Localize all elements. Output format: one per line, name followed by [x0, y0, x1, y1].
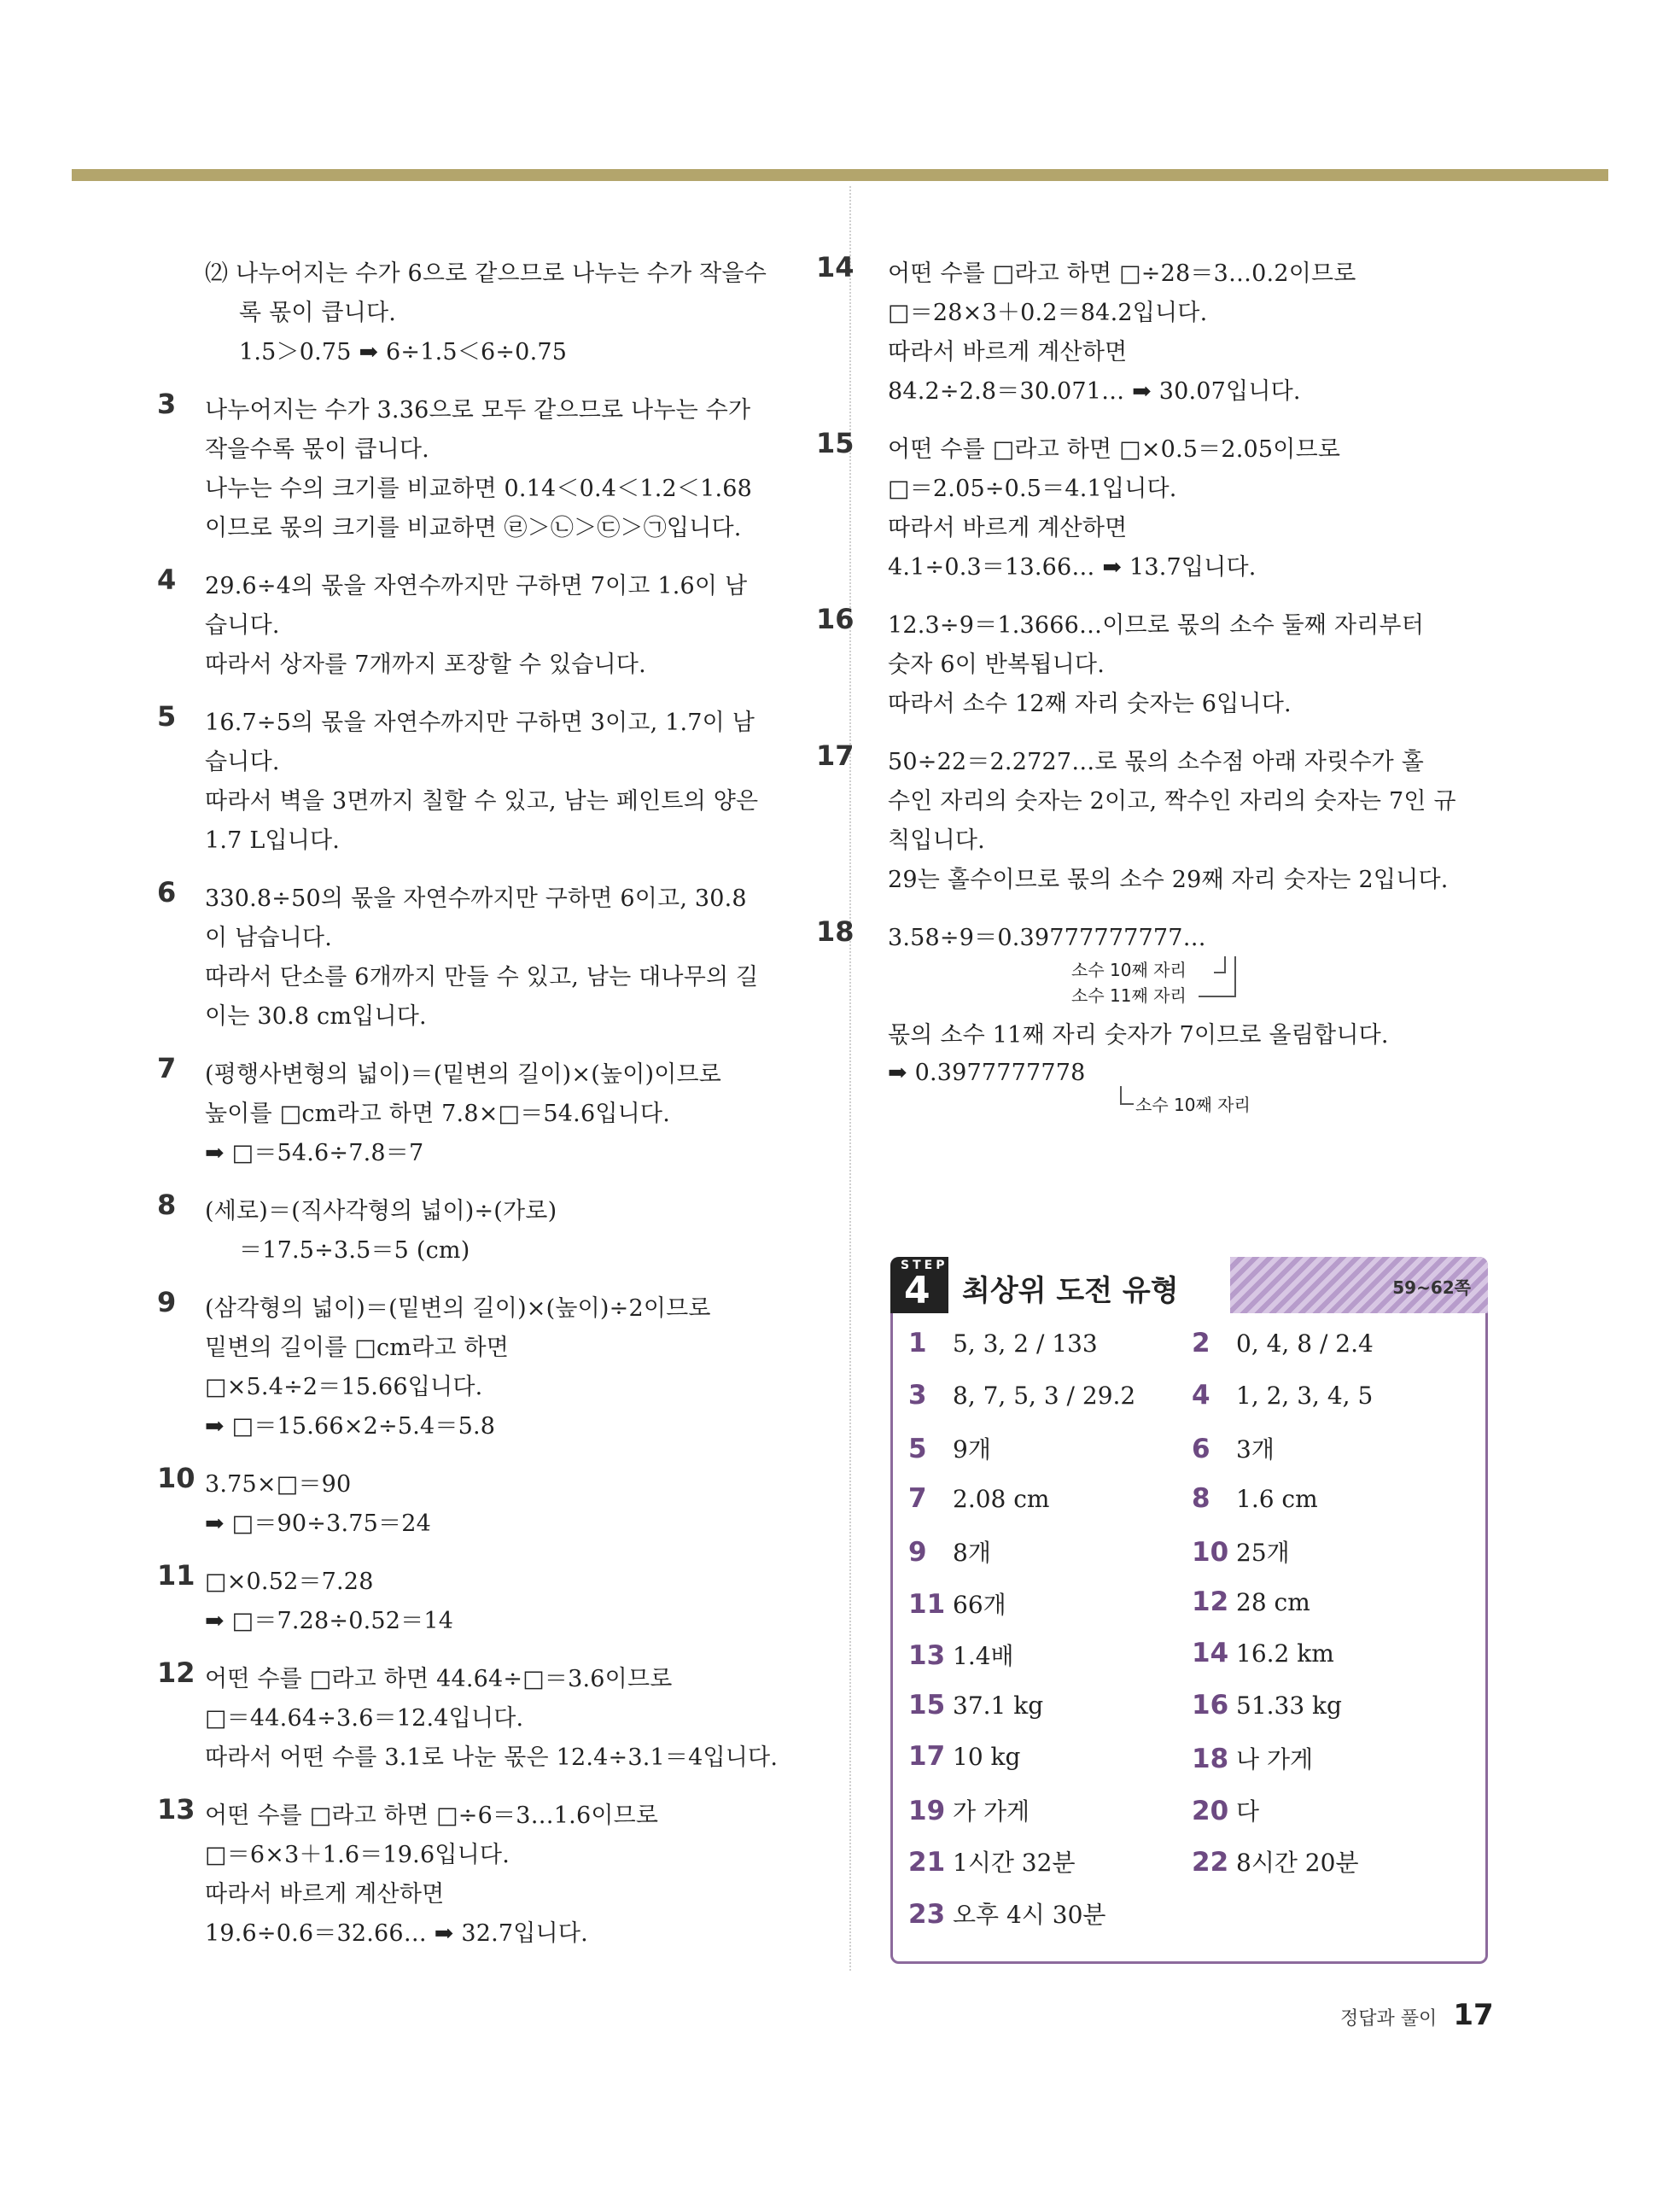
problem-18-line2: 몫의 소수 11째 자리 숫자가 7이므로 올림합니다. [888, 1022, 1389, 1049]
problem-line: 19.6÷0.6＝32.66… ➡ 32.7입니다. [205, 1920, 588, 1947]
answer-text: 2.08 cm [953, 1484, 1050, 1513]
problem-18-line3: ➡ 0.3977777778 [888, 1060, 1086, 1086]
problem-line: □＝6×3＋1.6＝19.6입니다. [205, 1842, 510, 1868]
answer-number: 18 [1192, 1744, 1229, 1774]
problem-number: 11 [157, 1559, 195, 1592]
problem-line: 따라서 바르게 계산하면 [205, 1881, 445, 1908]
problem-line: 84.2÷2.8＝30.071… ➡ 30.07입니다. [888, 378, 1301, 405]
answer-text: 5, 3, 2 / 133 [953, 1329, 1098, 1358]
problem-7 [157, 1052, 820, 1173]
answer-number: 10 [1192, 1537, 1229, 1568]
answer-number: 20 [1192, 1795, 1229, 1826]
right-column [816, 251, 1502, 1134]
answer-number: 21 [908, 1847, 946, 1878]
answer-text: 8, 7, 5, 3 / 29.2 [953, 1381, 1136, 1410]
answer-item [908, 1328, 1098, 1358]
answer-text: 16.2 km [1236, 1639, 1334, 1668]
problem-3 [157, 388, 820, 548]
problem-line: 이는 30.8 cm입니다. [205, 1003, 427, 1030]
problem-15 [816, 427, 1502, 587]
answer-item [1192, 1793, 1259, 1827]
answer-number: 15 [908, 1689, 946, 1721]
answer-number: 14 [1192, 1638, 1229, 1668]
answer-text: 나 가게 [1236, 1745, 1314, 1773]
answer-item [908, 1483, 1049, 1514]
answer-number: 19 [908, 1795, 946, 1826]
problem-number: 15 [816, 427, 855, 459]
answer-text: 9개 [953, 1435, 991, 1464]
problem-4 [157, 564, 820, 685]
answer-item [1192, 1690, 1342, 1721]
answer-number: 11 [908, 1588, 946, 1620]
step-number: 4 [904, 1269, 930, 1312]
problem-number: 16 [816, 603, 855, 635]
problem-number: 12 [157, 1656, 195, 1689]
problem-line: 따라서 바르게 계산하면 [888, 339, 1128, 365]
problem-line: 수인 자리의 숫자는 2이고, 짝수인 자리의 숫자는 7인 규 [888, 788, 1456, 815]
answer-item [908, 1844, 1076, 1878]
problem-5 [157, 700, 820, 861]
problem-line: ➡ □＝90÷3.75＝24 [205, 1510, 431, 1537]
note-final-10th-digit: 소수 10째 자리 [1135, 1095, 1251, 1115]
problem-line: ＝17.5÷3.5＝5 (cm) [239, 1237, 470, 1264]
answer-text: 10 kg [953, 1743, 1021, 1771]
problem-line: ➡ □＝15.66×2÷5.4＝5.8 [205, 1413, 496, 1440]
answer-text: 1시간 32분 [953, 1849, 1076, 1877]
problem-line: 밑변의 길이를 □cm라고 하면 [205, 1335, 510, 1361]
problem-line: 따라서 소수 12째 자리 숫자는 6입니다. [888, 691, 1292, 717]
problem-line: □＝44.64÷3.6＝12.4입니다. [205, 1705, 524, 1732]
answer-box [890, 1257, 1488, 1964]
answer-text: 가 가게 [953, 1797, 1030, 1826]
answer-box-pages: 59~62쪽 [1392, 1277, 1471, 1298]
answer-number: 22 [1192, 1847, 1229, 1878]
problem-number: 5 [157, 700, 177, 733]
note-10th-digit: 소수 10째 자리 [1071, 960, 1187, 980]
problem-line: 따라서 벽을 3면까지 칠할 수 있고, 남는 페인트의 양은 [205, 788, 759, 815]
problem-line: 29는 홀수이므로 몫의 소수 29째 자리 숫자는 2입니다. [888, 867, 1449, 893]
problem-cont [205, 254, 820, 372]
bracket-11th-bottom [1199, 996, 1234, 997]
problem-line: □×5.4÷2＝15.66입니다. [205, 1374, 483, 1400]
problem-11 [157, 1559, 820, 1641]
answer-item [908, 1586, 1006, 1621]
problem-6 [157, 876, 820, 1037]
problem-line: (세로)＝(직사각형의 넓이)÷(가로) [205, 1198, 557, 1224]
answer-text: 오후 4시 30분 [953, 1900, 1106, 1929]
answer-number: 12 [1192, 1586, 1229, 1617]
answer-item [908, 1534, 991, 1569]
problem-line: (삼각형의 넓이)＝(밑변의 길이)×(높이)÷2이므로 [205, 1295, 711, 1322]
problem-number: 9 [157, 1286, 177, 1318]
problem-line: 습니다. [205, 749, 280, 775]
problem-10 [157, 1462, 820, 1544]
answer-number: 9 [908, 1537, 927, 1568]
answer-item [908, 1896, 1105, 1931]
answer-item [908, 1431, 991, 1465]
problem-line: 3.75×□＝90 [205, 1471, 352, 1498]
answer-number: 7 [908, 1482, 927, 1514]
answer-item [1192, 1380, 1373, 1411]
answer-item [1192, 1431, 1275, 1465]
bracket-11th [1214, 956, 1236, 997]
answer-text: 8시간 20분 [1236, 1849, 1359, 1877]
left-column [157, 254, 820, 1972]
answer-item [1192, 1586, 1310, 1617]
answer-text: 3개 [1236, 1435, 1275, 1464]
problem-18 [816, 915, 1502, 1115]
answer-box-header [890, 1257, 1488, 1313]
problem-line: 나누어지는 수가 3.36으로 모두 같으므로 나누는 수가 [205, 397, 751, 424]
problem-line: 16.7÷5의 몫을 자연수까지만 구하면 3이고, 1.7이 남 [205, 710, 755, 736]
problem-line: 50÷22＝2.2727…로 몫의 소수점 아래 자릿수가 홀 [888, 749, 1424, 775]
problem-line: 따라서 상자를 7개까지 포장할 수 있습니다. [205, 651, 646, 678]
answer-item [1192, 1741, 1313, 1775]
problem-line: 칙입니다. [888, 827, 985, 854]
problem-line: 이므로 몫의 크기를 비교하면 ㉣＞㉡＞㉢＞㉠입니다. [205, 515, 742, 541]
problem-line: □＝2.05÷0.5＝4.1입니다. [888, 476, 1177, 502]
answer-item [1192, 1483, 1318, 1514]
answer-title-wrap [948, 1257, 1230, 1313]
problem-line: 나누는 수의 크기를 비교하면 0.14＜0.4＜1.2＜1.68 [205, 476, 753, 502]
answer-text: 다 [1236, 1797, 1260, 1826]
answer-item [1192, 1638, 1334, 1668]
problem-number: 8 [157, 1189, 177, 1221]
problem-line: 따라서 단소를 6개까지 만들 수 있고, 남는 대나무의 길 [205, 964, 759, 990]
problem-line: 1.5＞0.75 ➡ 6÷1.5＜6÷0.75 [239, 339, 568, 365]
problem-line: 습니다. [205, 612, 280, 639]
answer-text: 8개 [953, 1539, 991, 1567]
answer-item [908, 1638, 1014, 1672]
problem-line: 따라서 어떤 수를 3.1로 나눈 몫은 12.4÷3.1＝4입니다. [205, 1744, 779, 1771]
problem-line: □＝28×3＋0.2＝84.2입니다. [888, 300, 1208, 326]
problem-line: ⑵ 나누어지는 수가 6으로 같으므로 나누는 수가 작을수 [205, 260, 767, 287]
note-11th-digit: 소수 11째 자리 [1071, 985, 1187, 1006]
answer-item [1192, 1844, 1359, 1878]
footer-label: 정답과 풀이 [1340, 2008, 1438, 2030]
problem-number: 13 [157, 1793, 195, 1826]
problem-line: 따라서 바르게 계산하면 [888, 515, 1128, 541]
problem-line: 29.6÷4의 몫을 자연수까지만 구하면 7이고 1.6이 남 [205, 573, 748, 599]
answer-text: 25개 [1236, 1539, 1290, 1567]
answer-item [1192, 1328, 1374, 1358]
problem-line: 어떤 수를 □라고 하면 44.64÷□＝3.6이므로 [205, 1666, 673, 1692]
problem-line: 12.3÷9＝1.3666…이므로 몫의 소수 둘째 자리부터 [888, 612, 1424, 639]
problem-line: 어떤 수를 □라고 하면 □÷6＝3…1.6이므로 [205, 1802, 659, 1829]
answer-box-title: 최상위 도전 유형 [962, 1274, 1179, 1308]
problem-line: □×0.52＝7.28 [205, 1569, 374, 1595]
answer-text: 66개 [953, 1590, 1006, 1619]
answer-text: 0, 4, 8 / 2.4 [1236, 1329, 1374, 1358]
step-badge [890, 1257, 948, 1313]
problem-line: 어떤 수를 □라고 하면 □÷28＝3…0.2이므로 [888, 260, 1356, 287]
answer-text: 1.4배 [953, 1642, 1014, 1670]
top-decorative-bar [72, 169, 1608, 181]
problem-number: 7 [157, 1052, 177, 1084]
answer-number: 6 [1192, 1434, 1210, 1464]
answer-number: 2 [1192, 1328, 1210, 1358]
problem-9 [157, 1286, 820, 1446]
problem-17 [816, 739, 1502, 900]
answer-text: 37.1 kg [953, 1691, 1044, 1720]
problem-number: 14 [816, 251, 855, 283]
problem-line: ➡ □＝54.6÷7.8＝7 [205, 1140, 424, 1166]
problem-16 [816, 603, 1502, 724]
problem-line: 이 남습니다. [205, 925, 332, 951]
problem-number: 4 [157, 564, 177, 596]
page-number: 17 [1453, 1998, 1494, 2032]
problem-18-line1: 3.58÷9＝0.39777777777… [888, 925, 1206, 951]
answer-number: 16 [1192, 1689, 1229, 1721]
problem-line: 숫자 6이 반복됩니다. [888, 651, 1105, 678]
bracket-final [1120, 1086, 1134, 1105]
problem-number: 6 [157, 876, 177, 909]
answer-number: 3 [908, 1379, 927, 1411]
problem-number: 3 [157, 388, 177, 420]
answer-number: 1 [908, 1328, 927, 1358]
answer-number: 13 [908, 1640, 946, 1671]
answer-item [908, 1741, 1020, 1772]
problem-13 [157, 1793, 820, 1954]
answer-item [908, 1690, 1043, 1721]
step-word: STEP [901, 1259, 948, 1272]
problem-number: 18 [816, 915, 855, 948]
answer-number: 5 [908, 1434, 927, 1464]
answer-text: 1, 2, 3, 4, 5 [1236, 1381, 1374, 1410]
problem-line: 1.7 L입니다. [205, 827, 341, 854]
problem-number: 17 [816, 739, 855, 772]
problem-line: 330.8÷50의 몫을 자연수까지만 구하면 6이고, 30.8 [205, 885, 747, 912]
answer-item [1192, 1534, 1290, 1569]
problem-number: 10 [157, 1462, 195, 1494]
answer-number: 23 [908, 1898, 946, 1930]
answer-item [908, 1793, 1030, 1827]
problem-line: 높이를 □cm라고 하면 7.8×□＝54.6입니다. [205, 1101, 670, 1127]
answer-text: 28 cm [1236, 1587, 1310, 1616]
answer-number: 17 [908, 1741, 946, 1772]
problem-line: ➡ □＝7.28÷0.52＝14 [205, 1608, 454, 1634]
answer-number: 8 [1192, 1482, 1210, 1514]
answer-number: 4 [1192, 1379, 1210, 1411]
problem-line: 작을수록 몫이 큽니다. [205, 436, 429, 463]
problem-line: 록 몫이 큽니다. [239, 300, 397, 326]
problem-line: 4.1÷0.3＝13.66… ➡ 13.7입니다. [888, 554, 1257, 581]
problem-8 [157, 1189, 820, 1271]
answer-text: 1.6 cm [1236, 1484, 1318, 1513]
page-footer [1340, 1998, 1494, 2032]
right-problem-list [816, 251, 1502, 900]
answer-item [908, 1380, 1135, 1411]
problem-12 [157, 1656, 820, 1778]
problem-14 [816, 251, 1502, 412]
problem-line: (평행사변형의 넓이)＝(밑변의 길이)×(높이)이므로 [205, 1061, 722, 1088]
problem-line: 어떤 수를 □라고 하면 □×0.5＝2.05이므로 [888, 436, 1341, 463]
answer-text: 51.33 kg [1236, 1691, 1342, 1720]
